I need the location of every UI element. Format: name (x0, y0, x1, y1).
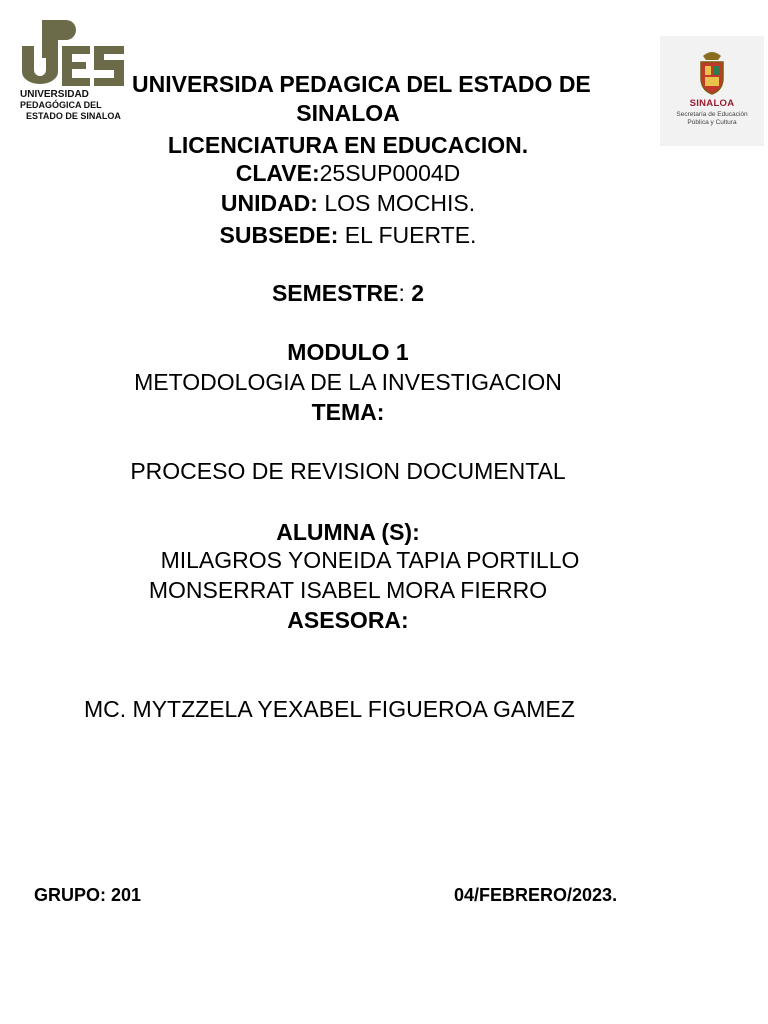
modulo-title: MODULO 1 (287, 339, 409, 365)
subsede-line: SUBSEDE: EL FUERTE. (219, 222, 477, 248)
modulo-subject: METODOLOGIA DE LA INVESTIGACION (134, 369, 562, 395)
unidad-line: UNIDAD: LOS MOCHIS. (220, 190, 476, 216)
sinaloa-coat-of-arms-icon (697, 50, 727, 96)
sinaloa-name: SINALOA (689, 98, 735, 109)
ues-logo-caption: UNIVERSIDAD PEDAGÓGICA DEL ESTADO DE SINALOA (20, 89, 121, 121)
clave-line: CLAVE:25SUP0004D (235, 160, 461, 186)
alumna-name: MILAGROS YONEIDA TAPIA PORTILLO (160, 547, 580, 573)
tema-label: TEMA: (311, 399, 385, 425)
sinaloa-subtitle: Secretaría de Educación Pública y Cultura (676, 111, 748, 126)
asesora-label: ASESORA: (287, 607, 409, 633)
alumna-name: MONSERRAT ISABEL MORA FIERRO (148, 577, 548, 603)
fecha-label: 04/FEBRERO/2023. (454, 885, 618, 905)
ues-monogram-icon (18, 16, 128, 88)
alumnas-label: ALUMNA (S): (276, 519, 420, 545)
university-name-line1: UNIVERSIDA PEDAGICA DEL ESTADO DE (132, 71, 591, 97)
grupo-label: GRUPO: 201 (34, 885, 142, 905)
tema-value: PROCESO DE REVISION DOCUMENTAL (130, 458, 566, 484)
degree-title: LICENCIATURA EN EDUCACION. (167, 132, 529, 158)
asesora-name: MC. MYTZZELA YEXABEL FIGUEROA GAMEZ (84, 696, 575, 722)
semestre-line: SEMESTRE: 2 (271, 280, 425, 306)
sinaloa-logo (660, 36, 764, 146)
university-name-line2: SINALOA (296, 100, 400, 126)
